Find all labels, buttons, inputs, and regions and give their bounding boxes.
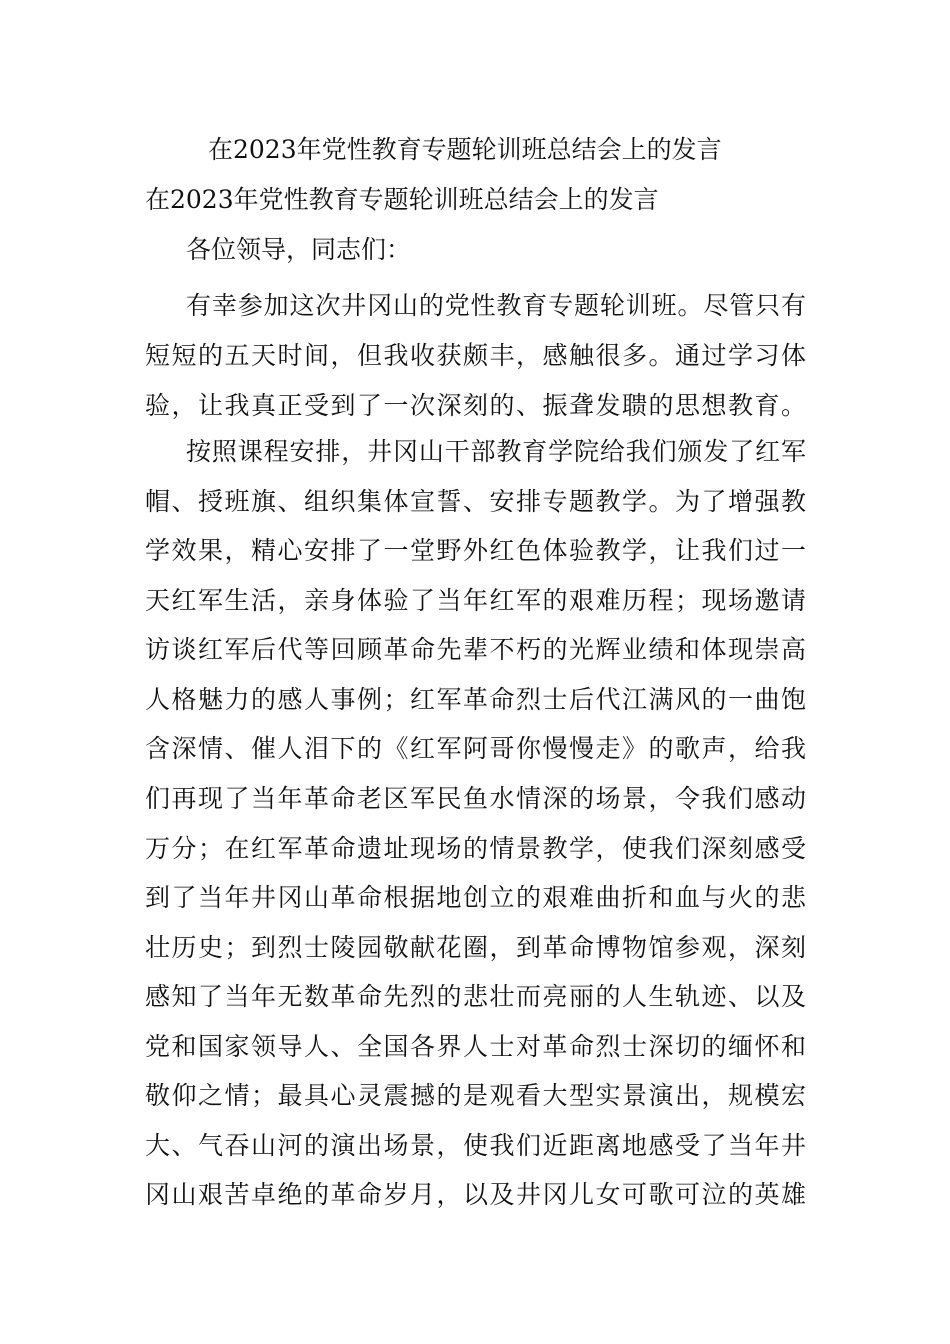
- paragraph-2-line: 万分；在红军革命遗址现场的情景教学，使我们深刻感受: [145, 834, 806, 863]
- paragraph-2-line: 们再现了当年革命老区军民鱼水情深的场景，令我们感动: [145, 784, 806, 813]
- paragraph-2-line: 党和国家领导人、全国各界人士对革命烈士深切的缅怀和: [145, 1032, 806, 1061]
- salutation: 各位领导，同志们：: [186, 235, 412, 264]
- paragraph-2-line: 壮历史；到烈士陵园敬献花圈，到革命博物馆参观，深刻: [145, 933, 806, 962]
- paragraph-2-line: 敬仰之情；最具心灵震撼的是观看大型实景演出，规模宏: [145, 1081, 806, 1110]
- paragraph-1-line: 短短的五天时间，但我收获颇丰，感触很多。通过学习体: [145, 341, 806, 370]
- paragraph-1-line: 验，让我真正受到了一次深刻的、振聋发聩的思想教育。: [145, 391, 806, 420]
- paragraph-2-line: 学效果，精心安排了一堂野外红色体验教学，让我们过一: [145, 536, 806, 565]
- paragraph-2-line: 大、气吞山河的演出场景，使我们近距离地感受了当年井: [145, 1131, 806, 1160]
- paragraph-2-line: 按照课程安排，井冈山干部教育学院给我们颁发了红军: [186, 437, 806, 466]
- paragraph-2-line: 天红军生活，亲身体验了当年红军的艰难历程；现场邀请: [145, 586, 806, 615]
- paragraph-2-line: 含深情、催人泪下的《红军阿哥你慢慢走》的歌声，给我: [145, 734, 806, 763]
- paragraph-2-line: 冈山艰苦卓绝的革命岁月，以及井冈儿女可歌可泣的英雄: [145, 1180, 806, 1209]
- document-title: 在2023年党性教育专题轮训班总结会上的发言: [208, 135, 722, 164]
- paragraph-2-line: 帽、授班旗、组织集体宣誓、安排专题教学。为了增强教: [145, 487, 806, 516]
- paragraph-2-line: 人格魅力的感人事例；红军革命烈士后代江满风的一曲饱: [145, 685, 806, 714]
- paragraph-1-line: 有幸参加这次井冈山的党性教育专题轮训班。尽管只有: [186, 291, 806, 320]
- paragraph-2-line: 访谈红军后代等回顾革命先辈不朽的光辉业绩和体现崇高: [145, 635, 806, 664]
- paragraph-2-line: 感知了当年无数革命先烈的悲壮而亮丽的人生轨迹、以及: [145, 982, 806, 1011]
- paragraph-2-line: 到了当年井冈山革命根据地创立的艰难曲折和血与火的悲: [145, 883, 806, 912]
- document-subtitle: 在2023年党性教育专题轮训班总结会上的发言: [145, 185, 659, 214]
